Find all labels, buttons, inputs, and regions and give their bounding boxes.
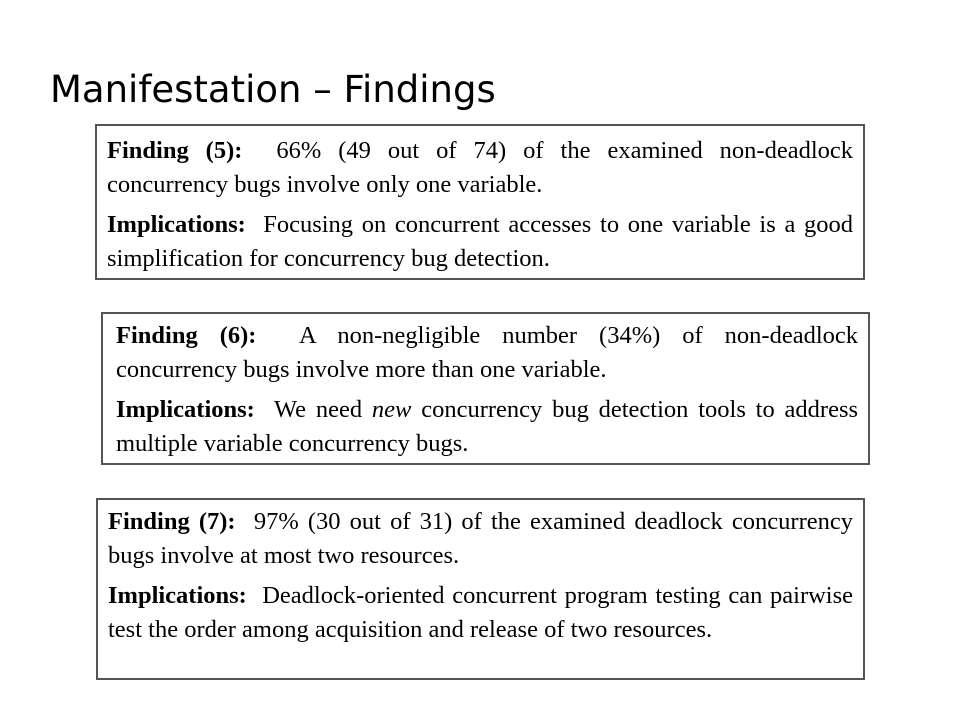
finding-7-text: 97% (30 out of 31) of the examined deadlock concurrency bugs involve at most two resources. — [108, 508, 854, 569]
finding-7-box — [96, 498, 865, 680]
finding-5-paragraph — [107, 134, 853, 202]
finding-7-paragraph — [108, 505, 853, 573]
implications-7-paragraph — [108, 579, 853, 647]
finding-6-text: A non-negligible number (34%) of non-deadlock concurrency bugs involve more than one variable. — [116, 322, 858, 383]
implications-6-text-emphasis: new — [371, 396, 412, 423]
finding-5-text: 66% (49 out of 74) of the examined non-deadlock concurrency bugs involve only one variable. — [107, 137, 853, 198]
finding-5-label: Finding (5): — [107, 137, 243, 164]
finding-5-box — [95, 124, 865, 280]
finding-6-paragraph — [116, 319, 858, 387]
implications-6-label: Implications: — [116, 396, 255, 423]
slide-title: Manifestation – Findings — [50, 68, 496, 111]
implications-5-paragraph — [107, 208, 853, 276]
implications-6-text-after: concurrency bug detection tools to address multiple variable concurrency bugs. — [116, 396, 859, 457]
implications-6-text-before: We need — [274, 396, 363, 423]
finding-6-label: Finding (6): — [116, 322, 257, 349]
implications-5-text: Focusing on concurrent accesses to one variable is a good simplification for concurrency bug detection. — [107, 211, 853, 272]
finding-7-label: Finding (7): — [108, 508, 236, 535]
implications-5-label: Implications: — [107, 211, 246, 238]
finding-6-box — [101, 312, 870, 465]
implications-7-text: Deadlock-oriented concurrent program testing can pairwise test the order among acquisition and release of two resources. — [108, 582, 854, 643]
implications-7-label: Implications: — [108, 582, 247, 609]
implications-6-paragraph — [116, 393, 858, 461]
